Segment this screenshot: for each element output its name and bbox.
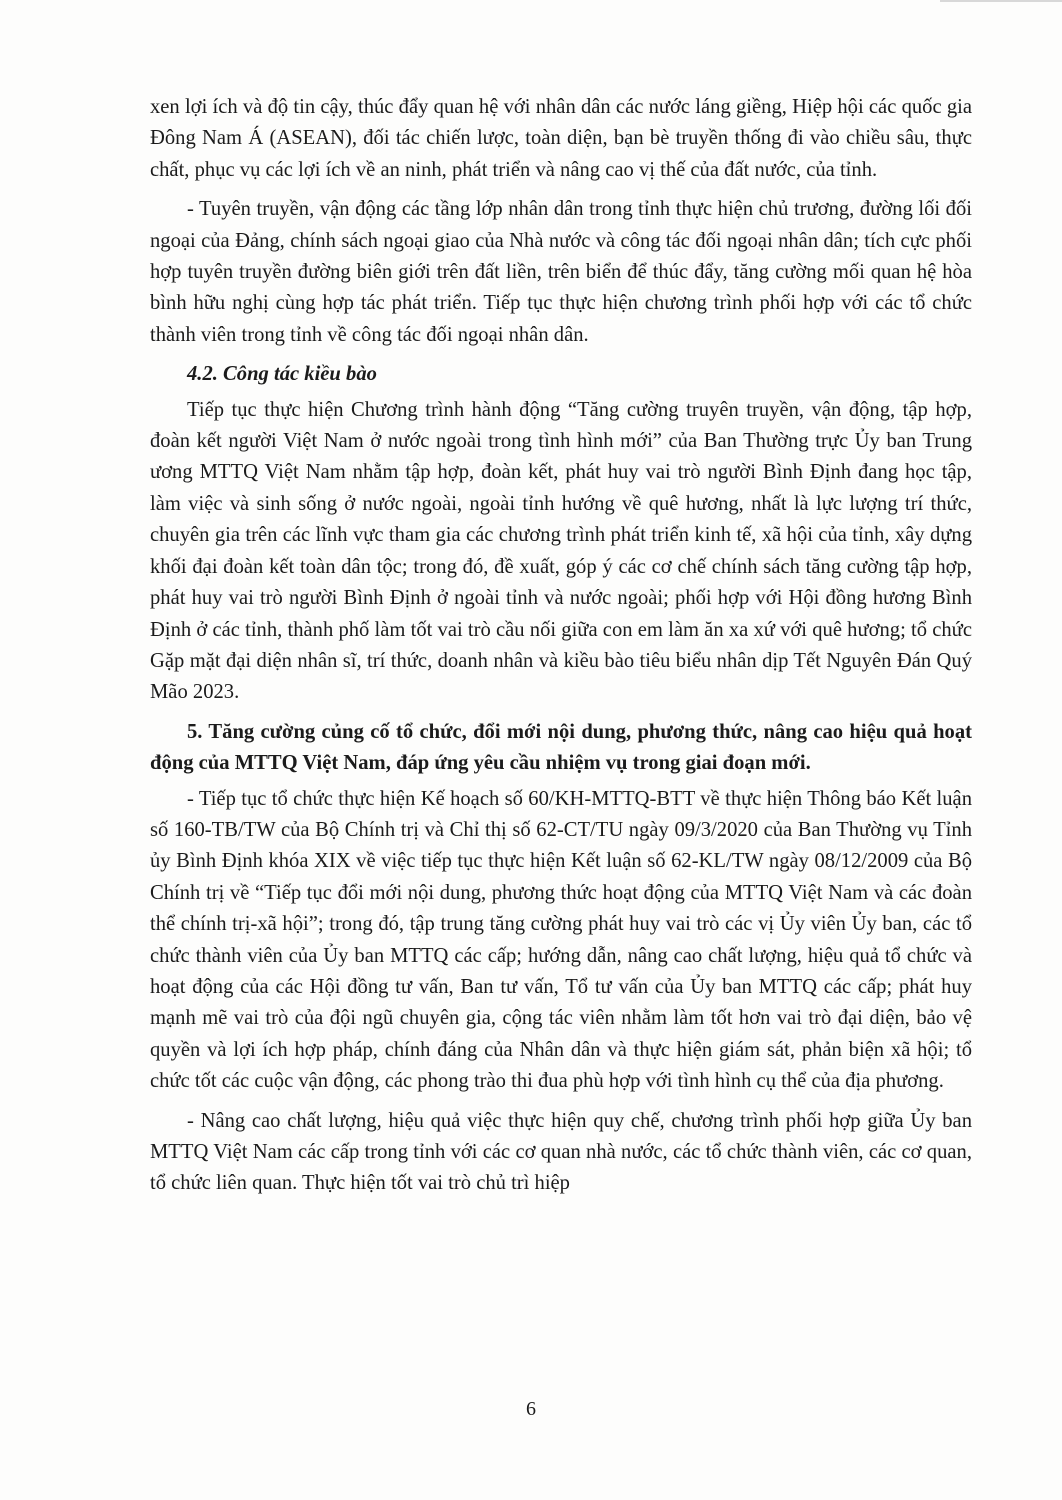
section-heading-4-2: 4.2. Công tác kiều bào [187,363,377,386]
paragraph-plan-60: - Tiếp tục tổ chức thực hiện Kế hoạch số 60/KH-MTTQ-BTT về thực hiện Thông báo Kết luận số 160-TB/TW của Bộ Chính trị và Chỉ thị số 62-CT/TU ngày 09/3/2020 của Ban Thường vụ Tỉnh ủy Bình Định khóa XIX về việc tiếp tục thực hiện Kết luận số 62-KL/TW ngày 08/12/2009 của Bộ Chính trị về “Tiếp tục đổi mới nội dung, phương thức hoạt động của MTTQ Việt Nam và các đoàn thể chính trị-xã hội”; trong đó, tập trung tăng cường phát huy vai trò các vị Ủy viên Ủy ban, các tổ chức thành viên của Ủy ban MTTQ các cấp; hướng dẫn, nâng cao chất lượng, hiệu quả tổ chức và hoạt động của các Hội đồng tư vấn, Ban tư vấn, Tổ tư vấn của Ủy ban MTTQ các cấp; phát huy mạnh mẽ vai trò của đội ngũ chuyên gia, cộng tác viên nhằm làm tốt hơn vai trò đại diện, bảo vệ quyền và lợi ích hợp pháp, chính đáng của Nhân dân và thực hiện giám sát, phản biện xã hội; tổ chức tốt các cuộc vận động, các phong trào thi đua phù hợp với tình hình cụ thể của địa phương. [150,787,972,1093]
page-number: 6 [526,1398,536,1420]
paragraph-continuation: xen lợi ích và độ tin cậy, thúc đẩy quan hệ với nhân dân các nước láng giềng, Hiệp hội các quốc gia Đông Nam Á (ASEAN), đối tác chiến lược, toàn diện, bạn bè truyền thống đi vào chiều sâu, thực chất, phục vụ các lợi ích về an ninh, phát triển và nâng cao vị thế của đất nước, của tỉnh. [150,96,972,181]
paragraph-propaganda: - Tuyên truyền, vận động các tầng lớp nhân dân trong tỉnh thực hiện chủ trương, đường lối đối ngoại của Đảng, chính sách ngoại giao của Nhà nước và công tác đối ngoại nhân dân; tích cực phối hợp tuyên truyền đường biên giới trên đất liền, trên biển để thúc đẩy, tăng cường mối quan hệ hòa bình hữu nghị cùng hợp tác phát triển. Tiếp tục thực hiện chương trình phối hợp với các tổ chức thành viên trong tỉnh về công tác đối ngoại nhân dân. [150,198,972,346]
document-body [150,92,972,1208]
paragraph-coordination: - Nâng cao chất lượng, hiệu quả việc thực hiện quy chế, chương trình phối hợp giữa Ủy ban MTTQ Việt Nam các cấp trong tỉnh với các cơ quan nhà nước, các tổ chức thành viên, các cơ quan, tổ chức liên quan. Thực hiện tốt vai trò chủ trì hiệp [150,1109,972,1195]
section-heading-5: 5. Tăng cường củng cố tổ chức, đổi mới nội dung, phương thức, nâng cao hiệu quả hoạt động của MTTQ Việt Nam, đáp ứng yêu cầu nhiệm vụ trong giai đoạn mới. [150,720,972,775]
scan-edge-mark [940,0,1062,2]
paragraph-overseas-vietnamese: Tiếp tục thực hiện Chương trình hành động “Tăng cường truyên truyền, vận động, tập hợp, đoàn kết người Việt Nam ở nước ngoài trong tình hình mới” của Ban Thường trực Ủy ban Trung ương MTTQ Việt Nam nhằm tập hợp, đoàn kết, phát huy vai trò người Bình Định đang học tập, làm việc và sinh sống ở nước ngoài, ngoài tỉnh hướng về quê hương, nhất là lực lượng trí thức, chuyên gia trên các lĩnh vực tham gia các chương trình phát triển kinh tế, xã hội của tỉnh, xây dựng khối đại đoàn kết toàn dân tộc; trong đó, đề xuất, góp ý các cơ chế chính sách tăng cường tập hợp, phát huy vai trò người Bình Định ở ngoài tỉnh và nước ngoài; phối hợp với Hội đồng hương Bình Định ở các tỉnh, thành phố làm tốt vai trò cầu nối giữa con em làm ăn xa xứ với quê hương; tổ chức Gặp mặt đại diện nhân sĩ, trí thức, doanh nhân và kiều bào tiêu biểu nhân dịp Tết Nguyên Đán Quý Mão 2023. [150,398,972,704]
